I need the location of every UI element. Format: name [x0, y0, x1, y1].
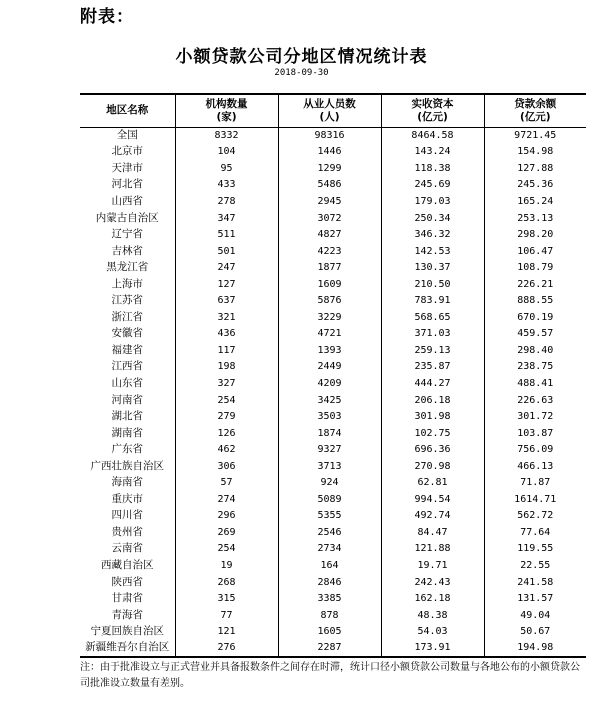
table-row — [80, 408, 586, 425]
cell-paid-in-capital: 62.81 — [381, 474, 484, 491]
header-loans-label: 贷款余额 — [514, 97, 557, 110]
cell-region: 内蒙古自治区 — [95, 211, 159, 224]
cell-region: 江苏省 — [111, 294, 143, 307]
cell-paid-in-capital: 696.36 — [381, 441, 484, 458]
table-row — [80, 326, 586, 343]
cell-institutions: 121 — [175, 623, 278, 640]
table-row — [80, 243, 586, 260]
cell-loan-balance: 194.98 — [484, 640, 586, 657]
cell-paid-in-capital: 242.43 — [381, 574, 484, 591]
cell-paid-in-capital: 371.03 — [381, 326, 484, 343]
cell-institutions: 127 — [175, 276, 278, 293]
cell-loan-balance: 562.72 — [484, 508, 586, 525]
cell-institutions: 126 — [175, 425, 278, 442]
cell-region: 湖北省 — [111, 410, 143, 423]
header-institutions-label: 机构数量 — [205, 97, 248, 110]
cell-employees: 4721 — [278, 326, 381, 343]
cell-region: 西藏自治区 — [101, 558, 154, 571]
cell-region: 福建省 — [111, 343, 143, 356]
header-capital-unit: (亿元) — [417, 110, 448, 123]
table-row — [80, 342, 586, 359]
cell-loan-balance: 301.72 — [484, 408, 586, 425]
cell-paid-in-capital: 162.18 — [381, 590, 484, 607]
table-row — [80, 640, 586, 657]
cell-paid-in-capital: 8464.58 — [381, 127, 484, 144]
cell-employees: 1299 — [278, 160, 381, 177]
cell-employees: 2734 — [278, 541, 381, 558]
cell-region: 河北省 — [111, 178, 143, 191]
header-paid-in-capital — [381, 94, 484, 127]
cell-institutions: 327 — [175, 375, 278, 392]
cell-employees: 98316 — [278, 127, 381, 144]
cell-loan-balance: 298.20 — [484, 226, 586, 243]
table-row — [80, 557, 586, 574]
cell-employees: 1393 — [278, 342, 381, 359]
cell-loan-balance: 22.55 — [484, 557, 586, 574]
table-row — [80, 160, 586, 177]
cell-loan-balance: 127.88 — [484, 160, 586, 177]
cell-employees: 3425 — [278, 392, 381, 409]
cell-employees: 5089 — [278, 491, 381, 508]
cell-loan-balance: 245.36 — [484, 177, 586, 194]
table-row — [80, 590, 586, 607]
cell-loan-balance: 71.87 — [484, 474, 586, 491]
cell-region: 云南省 — [111, 542, 143, 555]
cell-institutions: 247 — [175, 259, 278, 276]
header-capital-label: 实收资本 — [411, 97, 454, 110]
table-row — [80, 359, 586, 376]
cell-paid-in-capital: 173.91 — [381, 640, 484, 657]
cell-paid-in-capital: 245.69 — [381, 177, 484, 194]
cell-institutions: 95 — [175, 160, 278, 177]
table-row — [80, 177, 586, 194]
cell-region: 浙江省 — [111, 310, 143, 323]
cell-institutions: 268 — [175, 574, 278, 591]
header-loan-balance — [484, 94, 586, 127]
cell-loan-balance: 131.57 — [484, 590, 586, 607]
table-row — [80, 607, 586, 624]
cell-employees: 924 — [278, 474, 381, 491]
cell-region: 广西壮族自治区 — [90, 459, 164, 472]
cell-institutions: 501 — [175, 243, 278, 260]
cell-region: 海南省 — [111, 476, 143, 489]
table-row — [80, 524, 586, 541]
header-institutions-unit: (家) — [216, 110, 237, 123]
cell-loan-balance: 253.13 — [484, 210, 586, 227]
cell-region: 吉林省 — [111, 244, 143, 257]
cell-paid-in-capital: 259.13 — [381, 342, 484, 359]
cell-employees: 3072 — [278, 210, 381, 227]
cell-region: 贵州省 — [111, 525, 143, 538]
cell-institutions: 276 — [175, 640, 278, 657]
cell-institutions: 254 — [175, 541, 278, 558]
cell-employees: 2287 — [278, 640, 381, 657]
cell-region: 北京市 — [111, 145, 143, 158]
cell-institutions: 77 — [175, 607, 278, 624]
cell-institutions: 19 — [175, 557, 278, 574]
cell-institutions: 8332 — [175, 127, 278, 144]
cell-region: 河南省 — [111, 393, 143, 406]
cell-region: 新疆维吾尔自治区 — [80, 640, 175, 657]
cell-region: 辽宁省 — [111, 228, 143, 241]
cell-loan-balance: 756.09 — [484, 441, 586, 458]
table-row — [80, 541, 586, 558]
cell-paid-in-capital: 142.53 — [381, 243, 484, 260]
cell-institutions: 274 — [175, 491, 278, 508]
cell-employees: 2546 — [278, 524, 381, 541]
cell-region: 全国 — [116, 129, 138, 142]
table-row — [80, 491, 586, 508]
cell-region: 广东省 — [111, 443, 143, 456]
cell-region: 宁夏回族自治区 — [90, 625, 164, 638]
table-row-total — [80, 127, 586, 144]
cell-paid-in-capital: 492.74 — [381, 508, 484, 525]
cell-employees: 878 — [278, 607, 381, 624]
cell-institutions: 117 — [175, 342, 278, 359]
cell-region: 甘肃省 — [111, 592, 143, 605]
cell-institutions: 347 — [175, 210, 278, 227]
cell-employees: 164 — [278, 557, 381, 574]
cell-employees: 3229 — [278, 309, 381, 326]
cell-loan-balance: 1614.71 — [484, 491, 586, 508]
table-row — [80, 193, 586, 210]
appendix-label: 附表： — [80, 7, 134, 27]
cell-employees: 1609 — [278, 276, 381, 293]
cell-institutions: 57 — [175, 474, 278, 491]
cell-loan-balance: 238.75 — [484, 359, 586, 376]
cell-institutions: 306 — [175, 458, 278, 475]
table-row — [80, 144, 586, 161]
cell-institutions: 637 — [175, 292, 278, 309]
cell-loan-balance: 49.04 — [484, 607, 586, 624]
cell-employees: 1877 — [278, 259, 381, 276]
cell-region: 四川省 — [111, 509, 143, 522]
cell-loan-balance: 165.24 — [484, 193, 586, 210]
header-employees-unit: (人) — [319, 110, 340, 123]
header-region — [80, 94, 175, 127]
footnote: 注：由于批准设立与正式营业并具备报数条件之间存在时滞，统计口径小额贷款公司数量与各地公布的小额贷款公司批准设立数量有差别。 — [80, 662, 580, 689]
table-row — [80, 474, 586, 491]
cell-paid-in-capital: 143.24 — [381, 144, 484, 161]
cell-paid-in-capital: 84.47 — [381, 524, 484, 541]
header-region-label: 地区名称 — [106, 104, 149, 117]
cell-region: 上海市 — [111, 277, 143, 290]
cell-region: 重庆市 — [111, 492, 143, 505]
cell-institutions: 462 — [175, 441, 278, 458]
cell-loan-balance: 466.13 — [484, 458, 586, 475]
cell-paid-in-capital: 210.50 — [381, 276, 484, 293]
cell-loan-balance: 9721.45 — [484, 127, 586, 144]
cell-employees: 1446 — [278, 144, 381, 161]
cell-employees: 3503 — [278, 408, 381, 425]
cell-institutions: 321 — [175, 309, 278, 326]
cell-region: 天津市 — [111, 161, 143, 174]
cell-employees: 4209 — [278, 375, 381, 392]
cell-paid-in-capital: 48.38 — [381, 607, 484, 624]
table-title: 小额贷款公司分地区情况统计表 — [175, 47, 428, 67]
cell-region: 山东省 — [111, 376, 143, 389]
cell-loan-balance: 226.21 — [484, 276, 586, 293]
cell-paid-in-capital: 568.65 — [381, 309, 484, 326]
cell-institutions: 436 — [175, 326, 278, 343]
header-employees-label: 从业人员数 — [303, 97, 356, 110]
cell-loan-balance: 77.64 — [484, 524, 586, 541]
cell-paid-in-capital: 301.98 — [381, 408, 484, 425]
report-date: 2018-09-30 — [274, 68, 329, 78]
table-row — [80, 574, 586, 591]
cell-loan-balance: 106.47 — [484, 243, 586, 260]
table-row — [80, 292, 586, 309]
cell-loan-balance: 670.19 — [484, 309, 586, 326]
cell-institutions: 315 — [175, 590, 278, 607]
cell-region: 黑龙江省 — [106, 261, 149, 274]
cell-region: 陕西省 — [111, 575, 143, 588]
table-header-row — [80, 94, 586, 127]
cell-institutions: 198 — [175, 359, 278, 376]
cell-institutions: 279 — [175, 408, 278, 425]
cell-institutions: 278 — [175, 193, 278, 210]
cell-loan-balance: 888.55 — [484, 292, 586, 309]
table-row — [80, 375, 586, 392]
table-row — [80, 508, 586, 525]
header-loans-unit: (亿元) — [519, 110, 551, 123]
cell-employees: 2945 — [278, 193, 381, 210]
table-row — [80, 309, 586, 326]
cell-paid-in-capital: 250.34 — [381, 210, 484, 227]
cell-paid-in-capital: 121.88 — [381, 541, 484, 558]
cell-paid-in-capital: 19.71 — [381, 557, 484, 574]
cell-loan-balance: 103.87 — [484, 425, 586, 442]
cell-paid-in-capital: 235.87 — [381, 359, 484, 376]
cell-loan-balance: 488.41 — [484, 375, 586, 392]
statistics-table — [80, 93, 586, 658]
cell-paid-in-capital: 118.38 — [381, 160, 484, 177]
cell-paid-in-capital: 783.91 — [381, 292, 484, 309]
cell-employees: 3385 — [278, 590, 381, 607]
table-row — [80, 623, 586, 640]
cell-region: 山西省 — [111, 194, 143, 207]
cell-paid-in-capital: 270.98 — [381, 458, 484, 475]
table-row — [80, 425, 586, 442]
cell-loan-balance: 154.98 — [484, 144, 586, 161]
cell-employees: 5486 — [278, 177, 381, 194]
cell-employees: 9327 — [278, 441, 381, 458]
cell-employees: 1605 — [278, 623, 381, 640]
cell-paid-in-capital: 102.75 — [381, 425, 484, 442]
cell-paid-in-capital: 54.03 — [381, 623, 484, 640]
table-row — [80, 392, 586, 409]
cell-paid-in-capital: 130.37 — [381, 259, 484, 276]
cell-employees: 2846 — [278, 574, 381, 591]
cell-region: 安徽省 — [111, 327, 143, 340]
cell-employees: 4223 — [278, 243, 381, 260]
cell-loan-balance: 241.58 — [484, 574, 586, 591]
table-row — [80, 458, 586, 475]
cell-employees: 5876 — [278, 292, 381, 309]
cell-paid-in-capital: 179.03 — [381, 193, 484, 210]
cell-employees: 5355 — [278, 508, 381, 525]
cell-paid-in-capital: 346.32 — [381, 226, 484, 243]
cell-loan-balance: 226.63 — [484, 392, 586, 409]
cell-paid-in-capital: 994.54 — [381, 491, 484, 508]
cell-region: 江西省 — [111, 360, 143, 373]
header-employees — [278, 94, 381, 127]
table-row — [80, 210, 586, 227]
cell-institutions: 254 — [175, 392, 278, 409]
table-body — [80, 127, 586, 657]
header-institutions — [175, 94, 278, 127]
cell-employees: 2449 — [278, 359, 381, 376]
cell-loan-balance: 119.55 — [484, 541, 586, 558]
table-row — [80, 441, 586, 458]
cell-institutions: 433 — [175, 177, 278, 194]
cell-region: 青海省 — [111, 608, 143, 621]
cell-loan-balance: 298.40 — [484, 342, 586, 359]
cell-institutions: 511 — [175, 226, 278, 243]
cell-region: 湖南省 — [111, 426, 143, 439]
cell-employees: 3713 — [278, 458, 381, 475]
cell-paid-in-capital: 444.27 — [381, 375, 484, 392]
cell-institutions: 296 — [175, 508, 278, 525]
table-row — [80, 259, 586, 276]
cell-paid-in-capital: 206.18 — [381, 392, 484, 409]
table-row — [80, 276, 586, 293]
cell-institutions: 104 — [175, 144, 278, 161]
cell-loan-balance: 50.67 — [484, 623, 586, 640]
cell-employees: 4827 — [278, 226, 381, 243]
cell-employees: 1874 — [278, 425, 381, 442]
table-row — [80, 226, 586, 243]
cell-loan-balance: 108.79 — [484, 259, 586, 276]
cell-institutions: 269 — [175, 524, 278, 541]
cell-loan-balance: 459.57 — [484, 326, 586, 343]
